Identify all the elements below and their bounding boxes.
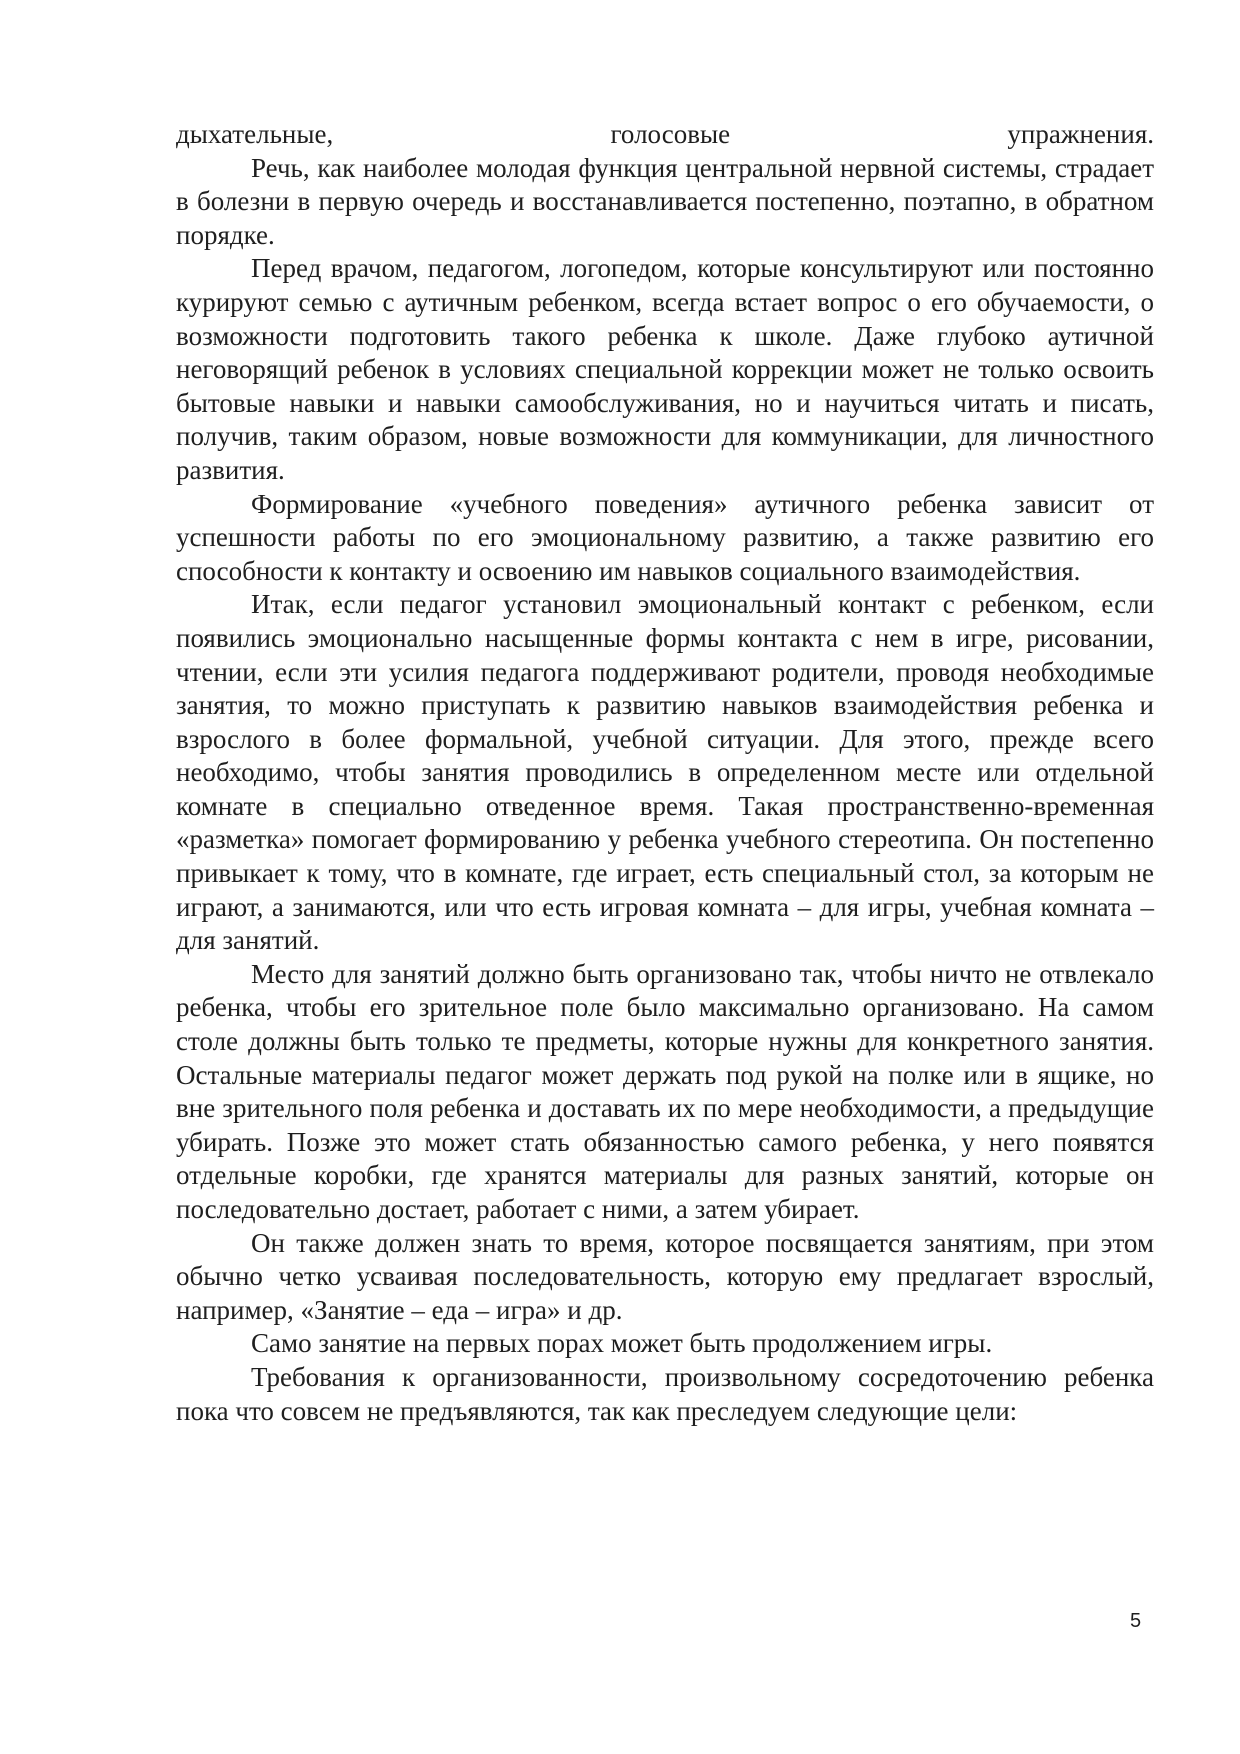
- paragraph-schedule: Он также должен знать то время, которое посвящается занятиям, при этом обычно четко усваивая последовательность, которую ему предлагает взрослый, например, «Занятие – еда – игра» и др.: [176, 1227, 1154, 1325]
- paragraph-emotional-contact: Итак, если педагог установил эмоциональный контакт с ребенком, если появились эмоционально насыщенные формы контакта с нем в игре, рисовании, чтении, если эти усилия педагога поддерживают родители, проводя необходимые занятия, то можно приступать к развитию навыков взаимодействия ребенка и взрослого в более формальной, учебной ситуации. Для этого, прежде всего необходимо, чтобы занятия проводились в определенном месте или отдельной комнате в специально отведенное время. Такая пространственно-временная «разметка» помогает формированию у ребенка учебного стереотипа. Он постепенно привыкает к тому, что в комнате, где играет, есть специальный стол, за которым не играют, а занимаются, или что есть игровая комната – для игры, учебная комната – для занятий.: [176, 589, 1154, 956]
- page-number: 5: [1130, 1610, 1142, 1632]
- paragraph-speech-function: Речь, как наиболее молодая функция центральной нервной системы, страдает в болезни в первую очередь и восстанавливается постепенно, поэтапно, в обратном порядке.: [176, 152, 1154, 250]
- body-text: [176, 118, 1154, 1428]
- paragraph-requirements: Требования к организованности, произвольному сосредоточению ребенка пока что совсем не предъявляются, так как преследуем следующие цели:: [176, 1361, 1154, 1426]
- paragraph-continuation: дыхательные, голосовые упражнения.: [176, 119, 1154, 149]
- paragraph-learning-question: Перед врачом, педагогом, логопедом, которые консультируют или постоянно курируют семью с аутичным ребенком, всегда встает вопрос о его обучаемости, о возможности подготовить такого ребенка к школе. Даже глубоко аутичной неговорящий ребенок в условиях специальной коррекции может не только освоить бытовые навыки и навыки самообслуживания, но и научиться читать и писать, получив, таким образом, новые возможности для коммуникации, для личностного развития.: [176, 253, 1154, 485]
- paragraph-lesson-as-game: Само занятие на первых порах может быть продолжением игры.: [251, 1328, 993, 1359]
- paragraph-learning-behavior: Формирование «учебного поведения» аутичного ребенка зависит от успешности работы по его эмоциональному развитию, а также развитию его способности к контакту и освоению им навыков социального взаимодействия.: [176, 488, 1154, 586]
- paragraph-workplace: Место для занятий должно быть организовано так, чтобы ничто не отвлекало ребенка, чтобы его зрительное поле было максимально организовано. На самом столе должны быть только те предметы, которые нужны для конкретного занятия. Остальные материалы педагог может держать под рукой на полке или в ящике, но вне зрительного поля ребенка и доставать их по мере необходимости, а предыдущие убирать. Позже это может стать обязанностью самого ребенка, у него появятся отдельные коробки, где хранятся материалы для разных занятий, которые он последовательно достает, работает с ними, а затем убирает.: [176, 958, 1154, 1224]
